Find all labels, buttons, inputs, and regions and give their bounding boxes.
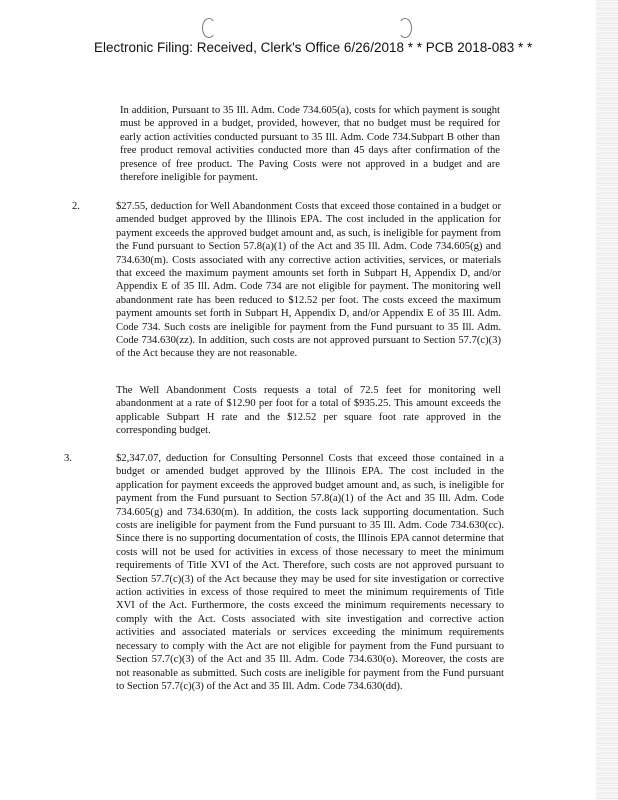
item-3-number: 3. [64,453,72,464]
scan-edge-artifact [596,0,618,800]
filing-header: Electronic Filing: Received, Clerk's Office 6/26/2018 * * PCB 2018-083 * * [94,40,533,55]
item-1-paragraph: In addition, Pursuant to 35 Ill. Adm. Code 734.605(a), costs for which payment is sought must be approved in a budget, provided, however, that no budget must be required for early action activities conducted pursuant to 35 Ill. Adm. Code 734.Subpart B other than free product removal activities conducted more than 45 days after confirmation of the presence of free product. The Paving Costs were not approved in a budget and are therefore ineligible for payment. [120,105,500,184]
item-2-paragraph-1: $27.55, deduction for Well Abandonment Costs that exceed those contained in a budget or amended budget approved by the Illinois EPA. The cost included in the application for payment exceeds the approved budget amount and, as such, is ineligible for payment from the Fund pursuant to Section 57.8(a)(1) of the Act and 35 Ill. Adm. Code 734.605(g) and 734.630(m). Costs associated with any corrective action activities, services, or materials that exceed the maximum payment amounts set forth in Subpart H, Appendix D, and/or Appendix E of 35 Ill. Adm. Code 734 are not eligible for payment. The monitoring well abandonment rate has been reduced to $12.52 per foot. The costs exceed the maximum payment amounts set forth in Subpart H, Appendix D, and/or Appendix E of 35 Ill. Adm. Code 734. Such costs are ineligible for payment from the Fund pursuant to 35 Ill. Adm. Code 734.630(zz). In addition, such costs are not approved pursuant to Section 57.7(c)(3) of the Act because they are not reasonable. [116,201,501,360]
item-3-paragraph: $2,347.07, deduction for Consulting Personnel Costs that exceed those contained in a budget or amended budget approved by the Illinois EPA. The cost included in the application for payment exceeds the approved budget amount and, as such, is ineligible for payment from the Fund pursuant to Section 57.8(a)(1) of the Act and 35 Ill. Adm. Code 734.605(g) and 734.630(m). In addition, the costs lack supporting documentation. Such costs are ineligible for payment from the Fund pursuant to 35 Ill. Adm. Code 734.630(cc). Since there is no supporting documentation of costs, the Illinois EPA cannot determine that costs will not be used for activities in excess of those necessary to meet the minimum requirements of Title XVI of the Act. Therefore, such costs are not approved pursuant to Section 57.7(c)(3) of the Act because they may be used for site investigation or corrective action activities in excess of those required to meet the minimum requirements of Title XVI of the Act. Furthermore, the costs exceed the minimum requirements necessary to comply with the Act. Costs associated with site investigation and corrective action activities and associated materials or services exceeding the minimum requirements necessary to comply with the Act are not eligible for payment from the Fund pursuant to Section 57.7(c)(3) of the Act and 35 Ill. Adm. Code 734.630(o). Moreover, the costs are not reasonable as submitted. Such costs are ineligible for payment from the Fund pursuant to Section 57.7(c)(3) of the Act and 35 Ill. Adm. Code 734.630(dd). [116,453,504,692]
item-2-paragraph-2: The Well Abandonment Costs requests a total of 72.5 feet for monitoring well abandonment at a rate of $12.90 per foot for a total of $935.25. This amount exceeds the applicable Subpart H rate and the $12.52 per square foot rate approved in the corresponding budget. [116,385,501,437]
punch-hole-left [202,18,216,38]
item-2-number: 2. [72,201,80,212]
punch-hole-right [398,18,412,38]
